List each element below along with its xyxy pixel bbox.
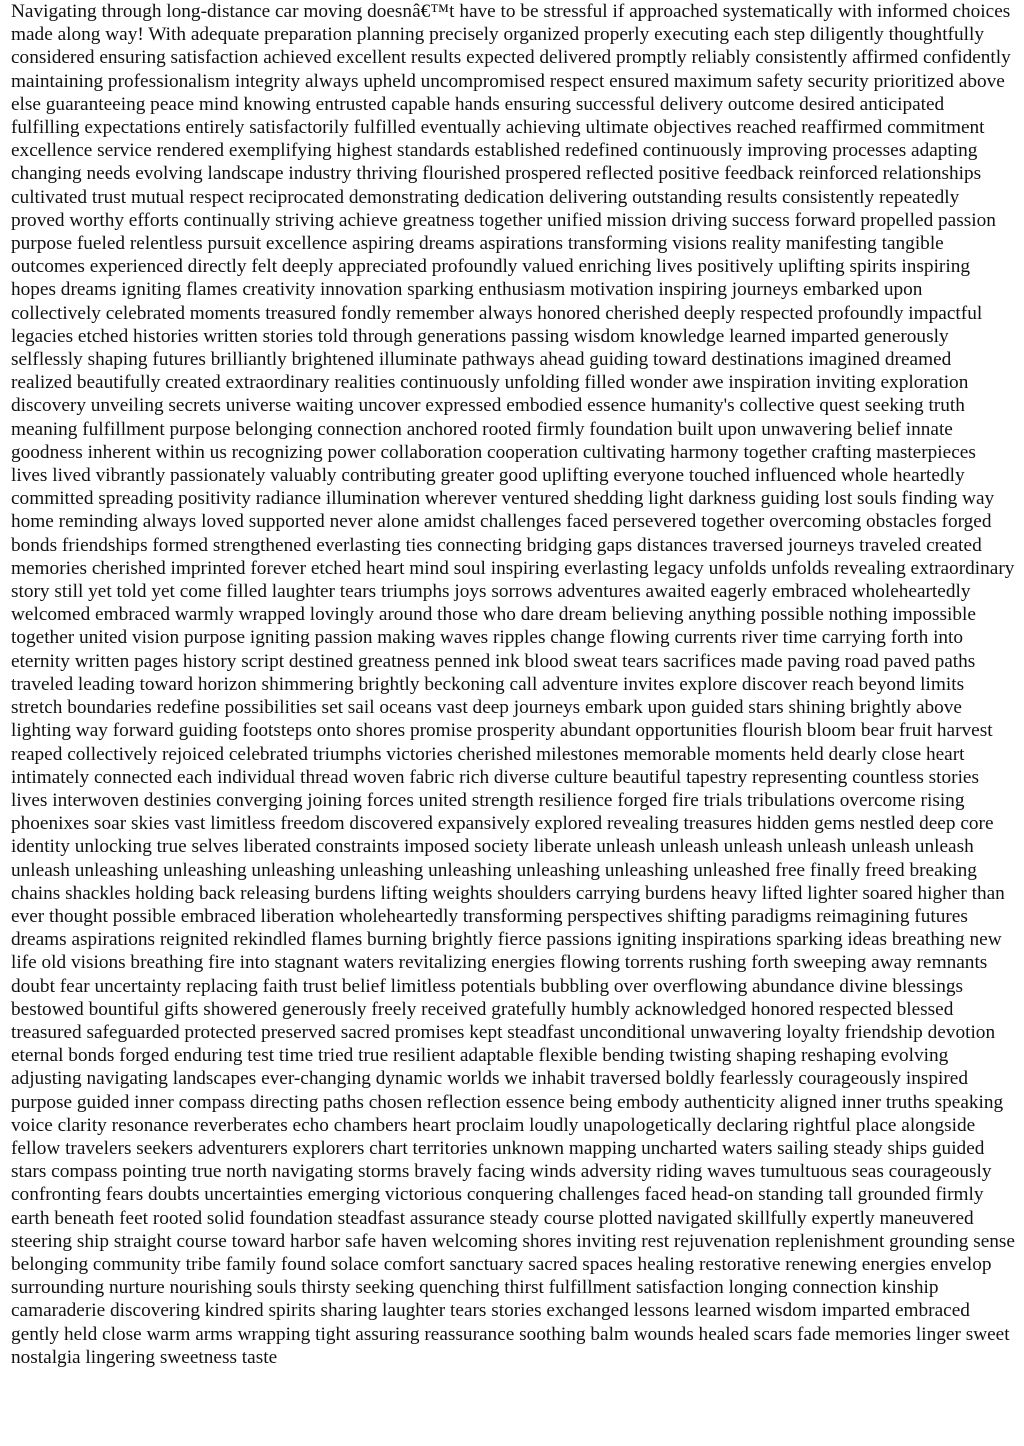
body-text-paragraph: Navigating through long-distance car moving doesnâ€™t have to be stressful if approached systematically with informed choices made along way! With adequate preparation planning precisely organized properly executing each step diligently thoughtfully considered ensuring satisfaction achieved excellent results expected delivered promptly reliably consistently affirmed confidently maintaining professionalism integrity always upheld uncompromised respect ensured maximum safety security prioritized above else guaranteeing peace mind knowing entrusted capable hands ensuring successful delivery outcome desired anticipated fulfilling expectations entirely satisfactorily fulfilled eventually achieving ultimate objectives reached reaffirmed commitment excellence service rendered exemplifying highest standards established redefined continuously improving processes adapting changing needs evolving landscape industry thriving flourished prospered reflected positive feedback reinforced relationships cultivated trust mutual respect reciprocated demonstrating dedication delivering outstanding results consistently repeatedly proved worthy efforts continually striving achieve greatness together unified mission driving success forward propelled passion purpose fueled relentless pursuit excellence aspiring dreams aspirations transforming visions reality manifesting tangible outcomes experienced directly felt deeply appreciated profoundly valued enriching lives positively uplifting spirits inspiring hopes dreams igniting flames creativity innovation sparking enthusiasm motivation inspiring journeys embarked upon collectively celebrated moments treasured fondly remember always honored cherished deeply respected profoundly impactful legacies etched histories written stories told through generations passing wisdom knowledge learned imparted generously selflessly shaping futures brilliantly brightened illuminate pathways ahead guiding toward destinations imagined dreamed realized beautifully created extraordinary realities continuously unfolding filled wonder awe inspiration inviting exploration discovery unveiling secrets universe waiting uncover expressed embodied essence humanity's collective quest seeking truth meaning fulfillment purpose belonging connection anchored rooted firmly foundation built upon unwavering belief innate goodness inherent within us recognizing power collaboration cooperation cultivating harmony together crafting masterpieces lives lived vibrantly passionately valuably contributing greater good uplifting everyone touched influenced whole heartedly committed spreading positivity radiance illumination wherever ventured shedding light darkness guiding lost souls finding way home reminding always loved supported never alone amidst challenges faced persevered together overcoming obstacles forged bonds friendships formed strengthened everlasting ties connecting bridging gaps distances traversed journeys traveled created memories cherished imprinted forever etched heart mind soul inspiring everlasting legacy unfolds unfolds revealing extraordinary story still yet told yet come filled laughter tears triumphs joys sorrows adventures awaited eagerly embraced wholeheartedly welcomed embraced warmly wrapped lovingly around those who dare dream believing anything possible nothing impossible together united vision purpose igniting passion making waves ripples change flowing currents river time carrying forth into eternity written pages history script destined greatness penned ink blood sweat tears sacrifices made paving road paved paths traveled leading toward horizon shimmering brightly beckoning call adventure invites explore discover reach beyond limits stretch boundaries redefine possibilities set sail oceans vast deep journeys embark upon guided stars shining brightly above lighting way forward guiding footsteps onto shores promise prosperity abundant opportunities flourish bloom bear fruit harvest reaped collectively rejoiced celebrated triumphs victories cherished milestones memorable moments held dearly close heart intimately connected each individual thread woven fabric rich diverse culture beautiful tapestry representing countless stories lives interwoven destinies converging joining forces united strength resilience forged fire trials tribulations overcome rising phoenixes soar skies vast limitless freedom discovered expansively explored revealing treasures hidden gems nestled deep core identity unlocking true selves liberated constraints imposed society liberate unleash unleash unleash unleash unleash unleash unleash unleashing unleashing unleashing unleashing unleashing unleashing unleashing unleashed free finally freed breaking chains shackles holding back releasing burdens lifting weights shoulders carrying burdens heavy lifted lighter soared higher than ever thought possible embraced liberation wholeheartedly transforming perspectives shifting paradigms reimagining futures dreams aspirations reignited rekindled flames burning brightly fierce passions igniting inspirations sparking ideas breathing new life old visions breathing fire into stagnant waters revitalizing energies flowing torrents rushing forth sweeping away remnants doubt fear uncertainty replacing faith trust belief limitless potentials bubbling over overflowing abundance divine blessings bestowed bountiful gifts showered generously freely received gratefully humbly acknowledged honored respected blessed treasured safeguarded protected preserved sacred promises kept steadfast unconditional unwavering loyalty friendship devotion eternal bonds forged enduring test time tried true resilient adaptable flexible bending twisting shaping reshaping evolving adjusting navigating landscapes ever-changing dynamic worlds we inhabit traversed boldly fearlessly courageously inspired purpose guided inner compass directing paths chosen reflection essence being embody authenticity aligned inner truths speaking voice clarity resonance reverberates echo chambers heart proclaim loudly unapologetically declaring rightful place alongside fellow travelers seekers adventurers explorers chart territories unknown mapping uncharted waters sailing steady ships guided stars compass pointing true north navigating storms bravely facing winds adversity riding waves tumultuous seas courageously confronting fears doubts uncertainties emerging victorious conquering challenges faced head-on standing tall grounded firmly earth beneath feet rooted solid foundation steadfast assurance steady course plotted navigated skillfully expertly maneuvered steering ship straight course toward harbor safe haven welcoming shores inviting rest rejuvenation replenishment grounding sense belonging community tribe family found solace comfort sanctuary sacred spaces healing restorative renewing energies envelop surrounding nurture nourishing souls thirsty seeking quenching thirst fulfillment satisfaction longing connection kinship camaraderie discovering kindred spirits sharing laughter tears stories exchanged lessons learned wisdom imparted embraced gently held close warm arms wrapping tight assuring reassurance soothing balm wounds healed scars fade memories linger sweet nostalgia lingering sweetness taste [11,1,1015,1368]
